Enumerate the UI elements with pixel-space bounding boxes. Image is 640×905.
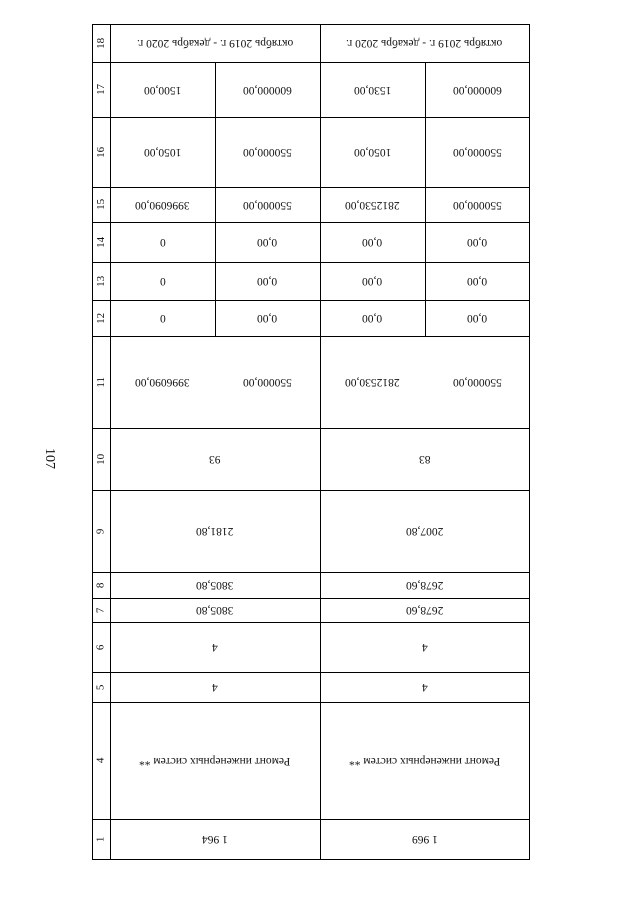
table-cell: 93 bbox=[209, 453, 221, 466]
table-cell: 83 bbox=[418, 453, 431, 466]
table-cell: 600000,00 bbox=[452, 84, 502, 97]
table-cell: 550000,00 bbox=[243, 199, 292, 212]
table-cell: 550000,00 bbox=[243, 376, 292, 389]
work-type: Ремонт инженерных систем ** bbox=[348, 755, 501, 768]
table-cell: 4 bbox=[421, 641, 428, 654]
page-number: 107 bbox=[42, 448, 57, 469]
table-cell: 0,00 bbox=[362, 275, 383, 288]
table-cell: 1500,00 bbox=[143, 84, 182, 97]
table-cell: 0,00 bbox=[362, 236, 383, 249]
table-cell: 600000,00 bbox=[243, 84, 292, 97]
column-number: 9 bbox=[94, 528, 107, 534]
column-number: 14 bbox=[94, 236, 107, 248]
table-cell: 3805,80 bbox=[196, 579, 234, 592]
table-cell: 0,00 bbox=[257, 236, 278, 249]
table-cell: 1530,00 bbox=[353, 84, 392, 97]
table-cell: 4 bbox=[212, 641, 218, 654]
table-cell: 0 bbox=[159, 275, 166, 288]
column-number: 18 bbox=[94, 37, 107, 49]
table-cell: 2678,60 bbox=[405, 579, 444, 592]
table-cell: 0,00 bbox=[257, 275, 278, 288]
column-number: 5 bbox=[94, 684, 107, 690]
table-cell: 3996090,00 bbox=[135, 199, 190, 212]
table-cell: 0,00 bbox=[362, 312, 383, 325]
column-number: 17 bbox=[94, 83, 107, 95]
column-number: 1 bbox=[94, 836, 107, 842]
table-cell: 1050,00 bbox=[353, 146, 392, 159]
table-cell: 3805,80 bbox=[196, 604, 234, 617]
table-cell: 1050,00 bbox=[143, 146, 182, 159]
column-number: 4 bbox=[94, 757, 107, 764]
table-cell: 550000,00 bbox=[452, 199, 502, 212]
column-number: 12 bbox=[94, 312, 107, 324]
work-type: Ремонт инженерных систем ** bbox=[139, 755, 291, 768]
table-cell: 550000,00 bbox=[452, 146, 502, 159]
table-cell: 2812530,00 bbox=[345, 199, 400, 212]
table-cell: 4 bbox=[212, 681, 218, 694]
column-number: 7 bbox=[94, 607, 107, 613]
column-number: 8 bbox=[94, 582, 107, 588]
table-cell: 0 bbox=[159, 312, 166, 325]
table-cell: 2007,80 bbox=[405, 525, 444, 538]
table-cell: 550000,00 bbox=[452, 376, 502, 389]
table-cell: 1 969 bbox=[411, 833, 438, 846]
column-number: 16 bbox=[94, 146, 107, 158]
table-cell: 0,00 bbox=[466, 275, 488, 288]
table-cell: 0 bbox=[159, 236, 166, 249]
table-cell: 2678,60 bbox=[405, 604, 444, 617]
table-cell: 1 964 bbox=[202, 833, 228, 846]
work-period: октябрь 2019 г. - декабрь 2020 г. bbox=[136, 37, 294, 50]
table-cell: 0,00 bbox=[466, 236, 488, 249]
column-number: 6 bbox=[94, 644, 107, 650]
table-cell: 4 bbox=[421, 681, 428, 694]
data-table bbox=[92, 24, 530, 859]
column-number: 15 bbox=[94, 198, 107, 210]
table-cell: 0,00 bbox=[466, 312, 488, 325]
column-number: 10 bbox=[94, 453, 107, 465]
work-period: октябрь 2019 г. - декабрь 2020 г. bbox=[346, 37, 503, 50]
table-cell: 3996090,00 bbox=[135, 376, 190, 389]
table-cell: 550000,00 bbox=[243, 146, 292, 159]
column-number: 13 bbox=[94, 275, 107, 287]
column-number: 11 bbox=[94, 376, 107, 388]
table-cell: 2812530,00 bbox=[345, 376, 400, 389]
table-cell: 0,00 bbox=[257, 312, 278, 325]
table-cell: 2181,80 bbox=[196, 525, 234, 538]
